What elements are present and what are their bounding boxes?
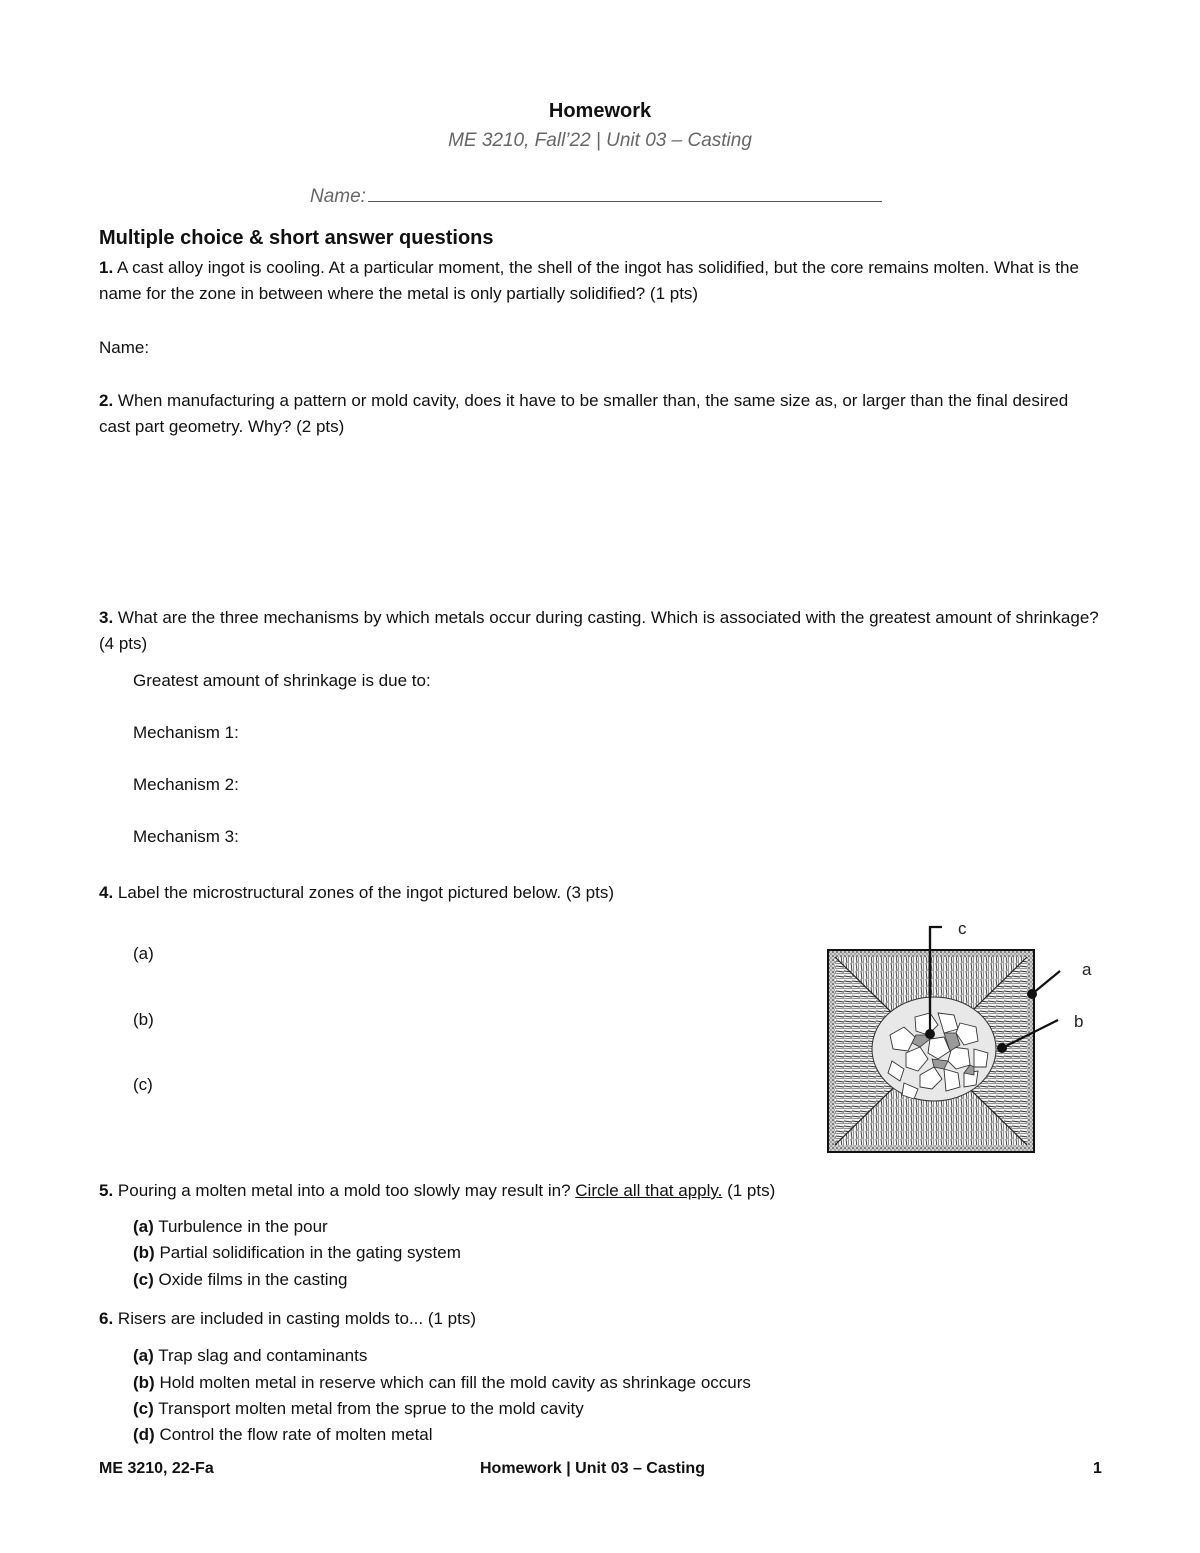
q6-option-c[interactable]	[133, 1396, 584, 1422]
greatest-shrinkage-label: Greatest amount of shrinkage is due to:	[133, 671, 431, 690]
question-3-number: 3.	[99, 608, 114, 627]
q5-option-c-letter: (c)	[133, 1270, 154, 1289]
question-1-text: A cast alloy ingot is cooling. At a particular moment, the shell of the ingot has solidified, but the core remains molten. What is the name for the zone in between where the metal is only partially solidified? (1 pts)	[99, 258, 1079, 303]
dot-a	[1027, 989, 1037, 999]
name-field	[310, 183, 882, 208]
question-3-text: What are the three mechanisms by which metals occur during casting. Which is associated with the greatest amount of shrinkage? (4 pts)	[99, 608, 1099, 653]
q5-option-c[interactable]	[133, 1267, 347, 1293]
q6-option-a[interactable]	[133, 1343, 367, 1369]
q6-option-a-letter: (a)	[133, 1346, 154, 1365]
name-blank-line[interactable]	[368, 183, 882, 202]
question-5-text: Pouring a molten metal into a mold too slowly may result in?	[117, 1181, 571, 1200]
q6-option-d-letter: (d)	[133, 1425, 155, 1444]
mechanism-1-label: Mechanism 1:	[133, 723, 239, 742]
zone-b-label: (b)	[133, 1010, 154, 1029]
q5-option-a[interactable]	[133, 1214, 328, 1240]
question-4-number: 4.	[99, 883, 114, 902]
q6-option-c-letter: (c)	[133, 1399, 154, 1418]
question-4	[99, 880, 1099, 906]
q5-option-b[interactable]	[133, 1240, 461, 1266]
figure-label-a: a	[1082, 960, 1092, 979]
zone-a-label: (a)	[133, 944, 154, 963]
q5-option-a-letter: (a)	[133, 1217, 154, 1236]
question-6	[99, 1306, 1099, 1332]
zone-c-label: (c)	[133, 1075, 153, 1094]
question-5-instruction: Circle all that apply.	[575, 1181, 723, 1200]
q5-option-a-text: Turbulence in the pour	[158, 1217, 328, 1236]
figure-label-b: b	[1074, 1012, 1084, 1031]
footer-course: ME 3210, 22-Fa	[99, 1460, 214, 1477]
question-5	[99, 1178, 1099, 1204]
footer-title: Homework | Unit 03 – Casting	[480, 1460, 705, 1477]
q6-option-d-text: Control the flow rate of molten metal	[159, 1425, 433, 1444]
ingot-microstructure-figure	[820, 915, 1100, 1160]
q6-option-d[interactable]	[133, 1422, 433, 1448]
q6-option-c-text: Transport molten metal from the sprue to the mold cavity	[158, 1399, 584, 1418]
q6-option-b[interactable]	[133, 1370, 751, 1396]
question-5-number: 5.	[99, 1181, 114, 1200]
mechanism-2-label: Mechanism 2:	[133, 775, 239, 794]
page-subtitle: ME 3210, Fall’22 | Unit 03 – Casting	[448, 130, 752, 151]
leader-a	[1032, 971, 1060, 994]
question-6-number: 6.	[99, 1309, 114, 1328]
figure-label-c: c	[958, 919, 967, 938]
question-3	[99, 605, 1099, 657]
q5-option-b-text: Partial solidification in the gating system	[159, 1243, 461, 1262]
question-4-text: Label the microstructural zones of the ingot pictured below. (3 pts)	[117, 883, 615, 902]
question-1-number: 1.	[99, 258, 114, 277]
question-2-number: 2.	[99, 391, 114, 410]
question-1-answer-label: Name:	[99, 338, 150, 357]
mechanism-3-label: Mechanism 3:	[133, 827, 239, 846]
question-2	[99, 388, 1099, 440]
q6-option-a-text: Trap slag and contaminants	[158, 1346, 368, 1365]
q5-option-b-letter: (b)	[133, 1243, 155, 1262]
name-label: Name:	[310, 186, 366, 207]
section-title: Multiple choice & short answer questions	[99, 227, 494, 249]
q6-option-b-letter: (b)	[133, 1373, 155, 1392]
question-6-text: Risers are included in casting molds to... (1 pts)	[117, 1309, 477, 1328]
page-title: Homework	[548, 100, 652, 122]
question-1	[99, 255, 1099, 307]
dot-b	[997, 1043, 1007, 1053]
question-2-text: When manufacturing a pattern or mold cavity, does it have to be smaller than, the same size as, or larger than the final desired cast part geometry. Why? (2 pts)	[99, 391, 1069, 436]
q6-option-b-text: Hold molten metal in reserve which can fill the mold cavity as shrinkage occurs	[159, 1373, 751, 1392]
footer-page-number: 1	[1093, 1460, 1102, 1477]
question-5-points: (1 pts)	[727, 1181, 776, 1200]
q5-option-c-text: Oxide films in the casting	[158, 1270, 348, 1289]
